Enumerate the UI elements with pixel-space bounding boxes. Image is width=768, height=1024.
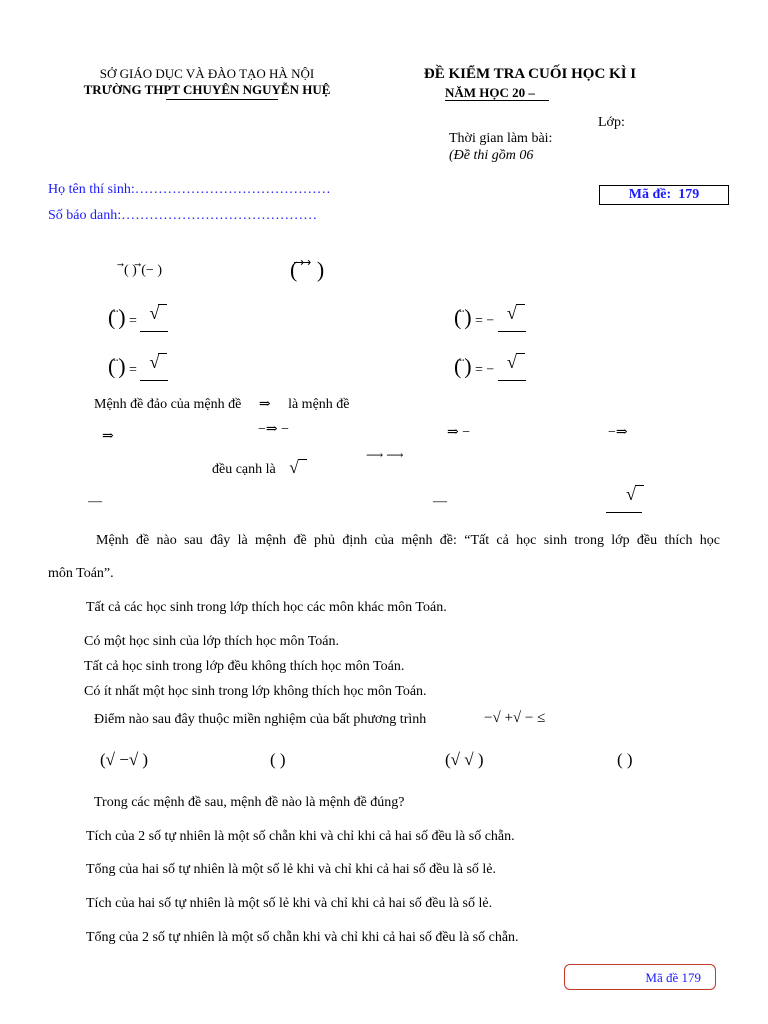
fraction — [498, 352, 526, 389]
inequality-expression: −√ +√ − ≤ — [484, 710, 546, 726]
exam-title: ĐỀ KIỂM TRA CUỐI HỌC KÌ I — [423, 66, 637, 82]
triangle-option-a: — — [88, 494, 102, 509]
arrows: ⃗ ⃗ — [115, 308, 119, 319]
arrows: ⃗ ⃗ — [461, 357, 465, 368]
arrows: ⃗ ⃗ — [115, 357, 119, 368]
vector-option-b — [454, 303, 526, 340]
paren-open: ( — [108, 304, 116, 330]
student-name-label: Họ tên thí sinh: — [48, 182, 135, 197]
pages-note: (Đề thi gồm 06 — [449, 148, 534, 163]
fraction-line — [140, 380, 168, 381]
equals-minus: = − — [475, 313, 495, 329]
converse-option-b: −⇒ − — [258, 422, 290, 437]
negation-option-a[interactable]: Tất cả các học sinh trong lớp thích học các môn khác môn Toán. — [86, 600, 447, 615]
inequality-option-b[interactable]: ( ) — [270, 750, 286, 769]
vector-pair: ⟶ ⟶ — [366, 448, 404, 462]
student-id-row — [48, 208, 317, 224]
class-label: Lớp: — [598, 115, 625, 130]
student-id-dots[interactable]: …………………………………… — [121, 208, 318, 223]
negation-option-d[interactable]: Có ít nhất một học sinh trong lớp không thích học môn Toán. — [84, 684, 427, 699]
converse-option-d: −⇒ — [608, 425, 628, 440]
fraction-line — [498, 380, 526, 381]
triangle-option-c: — — [433, 494, 447, 509]
paren-open: ( — [454, 353, 462, 379]
fraction-line — [606, 512, 642, 513]
school-year — [445, 85, 549, 101]
paren-close: ) — [464, 304, 472, 330]
fraction — [140, 303, 168, 340]
fraction — [498, 303, 526, 340]
vector-option-c — [108, 352, 168, 389]
arrows: ⃗ ⃗ — [461, 308, 465, 319]
implies-arrow: ⇒ — [258, 397, 271, 412]
converse-option-a: ⇒ — [102, 429, 114, 444]
school-name: TRƯỜNG THPT CHUYÊN NGUYỄN HUỆ — [83, 82, 331, 97]
triangle-option-d — [606, 484, 642, 521]
is-statement-text: là mệnh đề — [288, 397, 350, 412]
converse-question — [94, 396, 350, 413]
negation-option-b[interactable]: Có một học sinh của lớp thích học môn Toán. — [84, 634, 340, 649]
exam-code-value: 179 — [678, 187, 700, 202]
footer-exam-code — [564, 964, 716, 990]
true-statement-option-c[interactable]: Tích của hai số tự nhiên là một số lẻ khi và chỉ khi cả hai số đều là số lẻ. — [86, 896, 493, 911]
triangle-text: đều cạnh là — [212, 462, 276, 477]
paren-open: ( — [108, 353, 116, 379]
student-name-row — [48, 182, 331, 198]
negation-option-c[interactable]: Tất cả học sinh trong lớp đều không thích học môn Toán. — [84, 659, 405, 674]
inequality-option-d[interactable]: ( ) — [617, 750, 633, 769]
time-label: Thời gian làm bài: — [449, 131, 553, 146]
student-name-dots[interactable]: …………………………………… — [134, 182, 331, 197]
department-name: SỞ GIÁO DỤC VÀ ĐÀO TẠO HÀ NỘI — [99, 66, 315, 81]
true-statement-option-a[interactable]: Tích của 2 số tự nhiên là một số chẵn khi và chỉ khi cả hai số đều là số chẵn. — [86, 829, 515, 844]
fraction — [140, 352, 168, 389]
inequality-option-c[interactable]: (√ √ ) — [445, 750, 484, 769]
exam-code-label: Mã đề: — [628, 187, 672, 202]
sqrt-sign: √ — [506, 303, 517, 323]
equals: = — [129, 313, 137, 329]
equals: = — [129, 362, 137, 378]
equals-minus: = − — [475, 362, 495, 378]
fraction-line — [498, 331, 526, 332]
true-statement-option-d[interactable]: Tổng của 2 số tự nhiên là một số chẵn khi và chỉ khi cả hai số đều là số chẵn. — [86, 930, 519, 945]
footer-exam-code-text: Mã đề 179 — [645, 970, 701, 985]
negation-question-stem: Mệnh đề nào sau đây là mệnh đề phủ định của mệnh đề: “Tất cả học sinh trong lớp đều thích học — [96, 533, 720, 548]
sqrt-sign: √ — [626, 484, 636, 504]
triangle-question — [212, 458, 299, 478]
inequality-question-stem: Điểm nào sau đây thuộc miền nghiệm của bất phương trình — [94, 712, 427, 727]
vector-option-a — [108, 303, 168, 340]
vector-fragment-1: ⃗( ) ⃗(− ) — [124, 263, 162, 278]
true-statement-question-stem: Trong các mệnh đề sau, mệnh đề nào là mệnh đề đúng? — [94, 795, 405, 810]
inequality-option-a[interactable]: (√ −√ ) — [100, 750, 149, 769]
student-id-label: Số báo danh: — [48, 208, 122, 223]
vector-option-d — [454, 352, 526, 389]
paren-open: ( — [454, 304, 462, 330]
paren-close: ) — [118, 304, 126, 330]
sqrt-sign: √ — [289, 458, 299, 477]
paren-close: ) — [118, 353, 126, 379]
sqrt-sign: √ — [149, 303, 160, 323]
fraction-line — [140, 331, 168, 332]
school-underline — [166, 99, 278, 100]
paren-close: ) — [464, 353, 472, 379]
true-statement-option-b[interactable]: Tổng của hai số tự nhiên là một số lẻ khi và chỉ khi cả hai số đều là số lẻ. — [86, 862, 496, 877]
school-year-text: NĂM HỌC 20 – — [445, 85, 549, 101]
sqrt-sign: √ — [149, 352, 160, 372]
converse-text: Mệnh đề đảo của mệnh đề — [94, 397, 242, 412]
converse-option-c: ⇒ − — [447, 425, 471, 440]
exam-code-box — [599, 185, 729, 205]
negation-question-stem-cont: môn Toán”. — [48, 566, 114, 581]
vector-fragment-2: ( ⃗ ⃗ ) — [290, 257, 325, 282]
sqrt-sign: √ — [506, 352, 517, 372]
